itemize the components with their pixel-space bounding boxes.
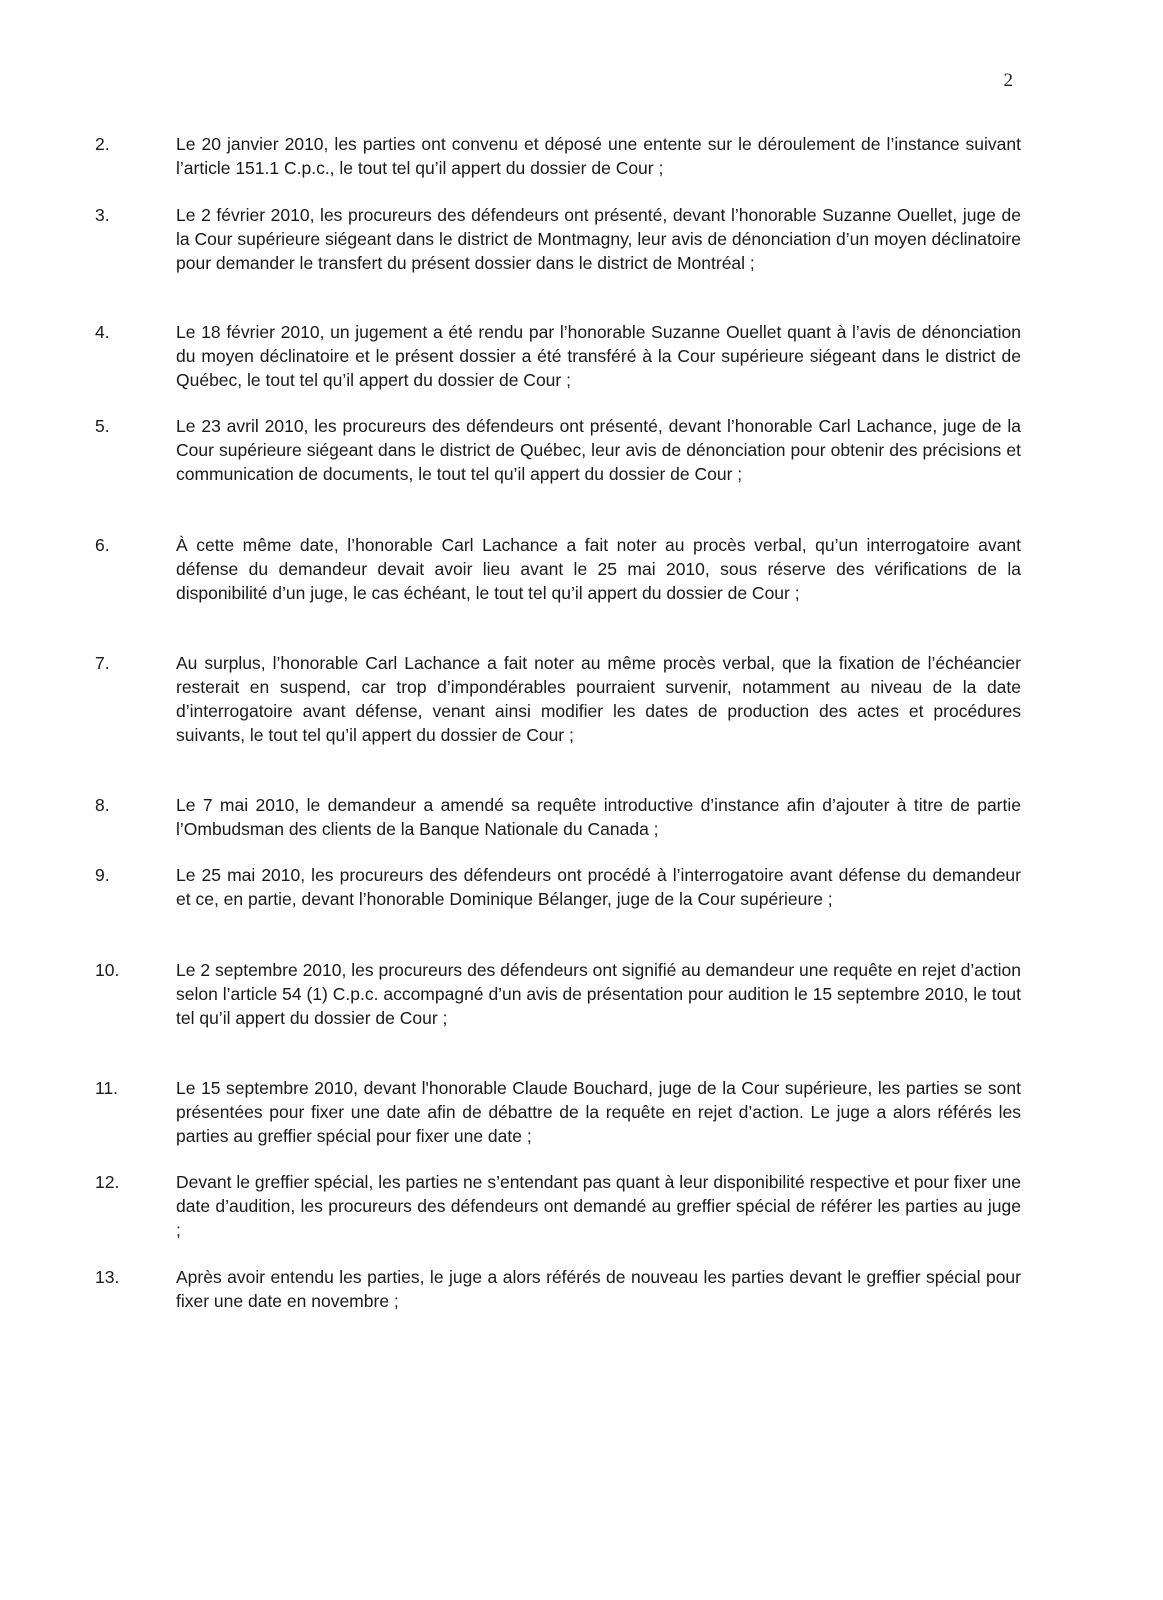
paragraph-number: 12. — [95, 1172, 120, 1192]
paragraph-text: Le 2 février 2010, les procureurs des défendeurs ont présenté, devant l’honorable Suzanne Ouellet, juge de la Cour supérieure siégeant dans le district de Montmagny, leur avis de dénonciation d’un moyen déclinatoire pour demander le transfert du présent dossier dans le district de Montréal ; — [176, 205, 1021, 273]
paragraph-text: Le 7 mai 2010, le demandeur a amendé sa requête introductive d’instance afin d’ajouter à titre de partie l’Ombudsman des clients de la Banque Nationale du Canada ; — [176, 795, 1021, 839]
paragraph-text: Le 2 septembre 2010, les procureurs des défendeurs ont signifié au demandeur une requête en rejet d’action selon l’article 54 (1) C.p.c. accompagné d’un avis de présentation pour audition le 15 septembre 2010, le tout tel qu’il appert du dossier de Cour ; — [176, 960, 1021, 1028]
paragraph-text: Devant le greffier spécial, les parties ne s’entendant pas quant à leur disponibilité respective et pour fixer une date d’audition, les procureurs des défendeurs ont demandé au greffier spécial de référer les parties au juge ; — [176, 1172, 1021, 1240]
paragraph-text: Au surplus, l’honorable Carl Lachance a fait noter au même procès verbal, que la fixation de l’échéancier resterait en suspend, car trop d’impondérables pourraient survenir, notamment au niveau de la date d’interrogatoire avant défense, venant ainsi modifier les dates de production des actes et procédures suivants, le tout tel qu’il appert du dossier de Cour ; — [176, 653, 1021, 745]
paragraph-number: 5. — [95, 416, 110, 436]
paragraph-text: Le 18 février 2010, un jugement a été rendu par l’honorable Suzanne Ouellet quant à l’avis de dénonciation du moyen déclinatoire et le présent dossier a été transféré à la Cour supérieure siégeant dans le district de Québec, le tout tel qu’il appert du dossier de Cour ; — [176, 322, 1021, 390]
paragraph-number: 2. — [95, 134, 110, 154]
paragraph-number: 4. — [95, 322, 110, 342]
paragraph-number: 3. — [95, 205, 110, 225]
paragraph-text: Le 20 janvier 2010, les parties ont convenu et déposé une entente sur le déroulement de l’instance suivant l’article 151.1 C.p.c., le tout tel qu’il appert du dossier de Cour ; — [176, 134, 1021, 178]
paragraph-number: 8. — [95, 795, 110, 815]
paragraph-number: 6. — [95, 535, 110, 555]
paragraph-number: 13. — [95, 1267, 120, 1287]
paragraph-text: Le 25 mai 2010, les procureurs des défendeurs ont procédé à l’interrogatoire avant défense du demandeur et ce, en partie, devant l’honorable Dominique Bélanger, juge de la Cour supérieure ; — [176, 865, 1021, 909]
paragraph-text: Après avoir entendu les parties, le juge a alors référés de nouveau les parties devant le greffier spécial pour fixer une date en novembre ; — [176, 1267, 1021, 1311]
paragraph-number: 10. — [95, 960, 120, 980]
paragraph-text: Le 23 avril 2010, les procureurs des défendeurs ont présenté, devant l’honorable Carl Lachance, juge de la Cour supérieure siégeant dans le district de Québec, leur avis de dénonciation pour obtenir des précisions et communication de documents, le tout tel qu’il appert du dossier de Cour ; — [176, 416, 1021, 484]
paragraph-number: 7. — [95, 653, 110, 673]
paragraph-text: Le 15 septembre 2010, devant l'honorable Claude Bouchard, juge de la Cour supérieure, les parties se sont présentées pour fixer une date afin de débattre de la requête en rejet d’action. Le juge a alors référés les parties au greffier spécial pour fixer une date ; — [176, 1078, 1021, 1146]
page-number: 2 — [1003, 70, 1013, 91]
paragraph-number: 9. — [95, 865, 110, 885]
paragraph-text: À cette même date, l’honorable Carl Lachance a fait noter au procès verbal, qu’un interrogatoire avant défense du demandeur devait avoir lieu avant le 25 mai 2010, sous réserve des vérifications de la disponibilité d’un juge, le cas échéant, le tout tel qu’il appert du dossier de Cour ; — [176, 535, 1021, 603]
paragraph-number: 11. — [95, 1078, 119, 1098]
